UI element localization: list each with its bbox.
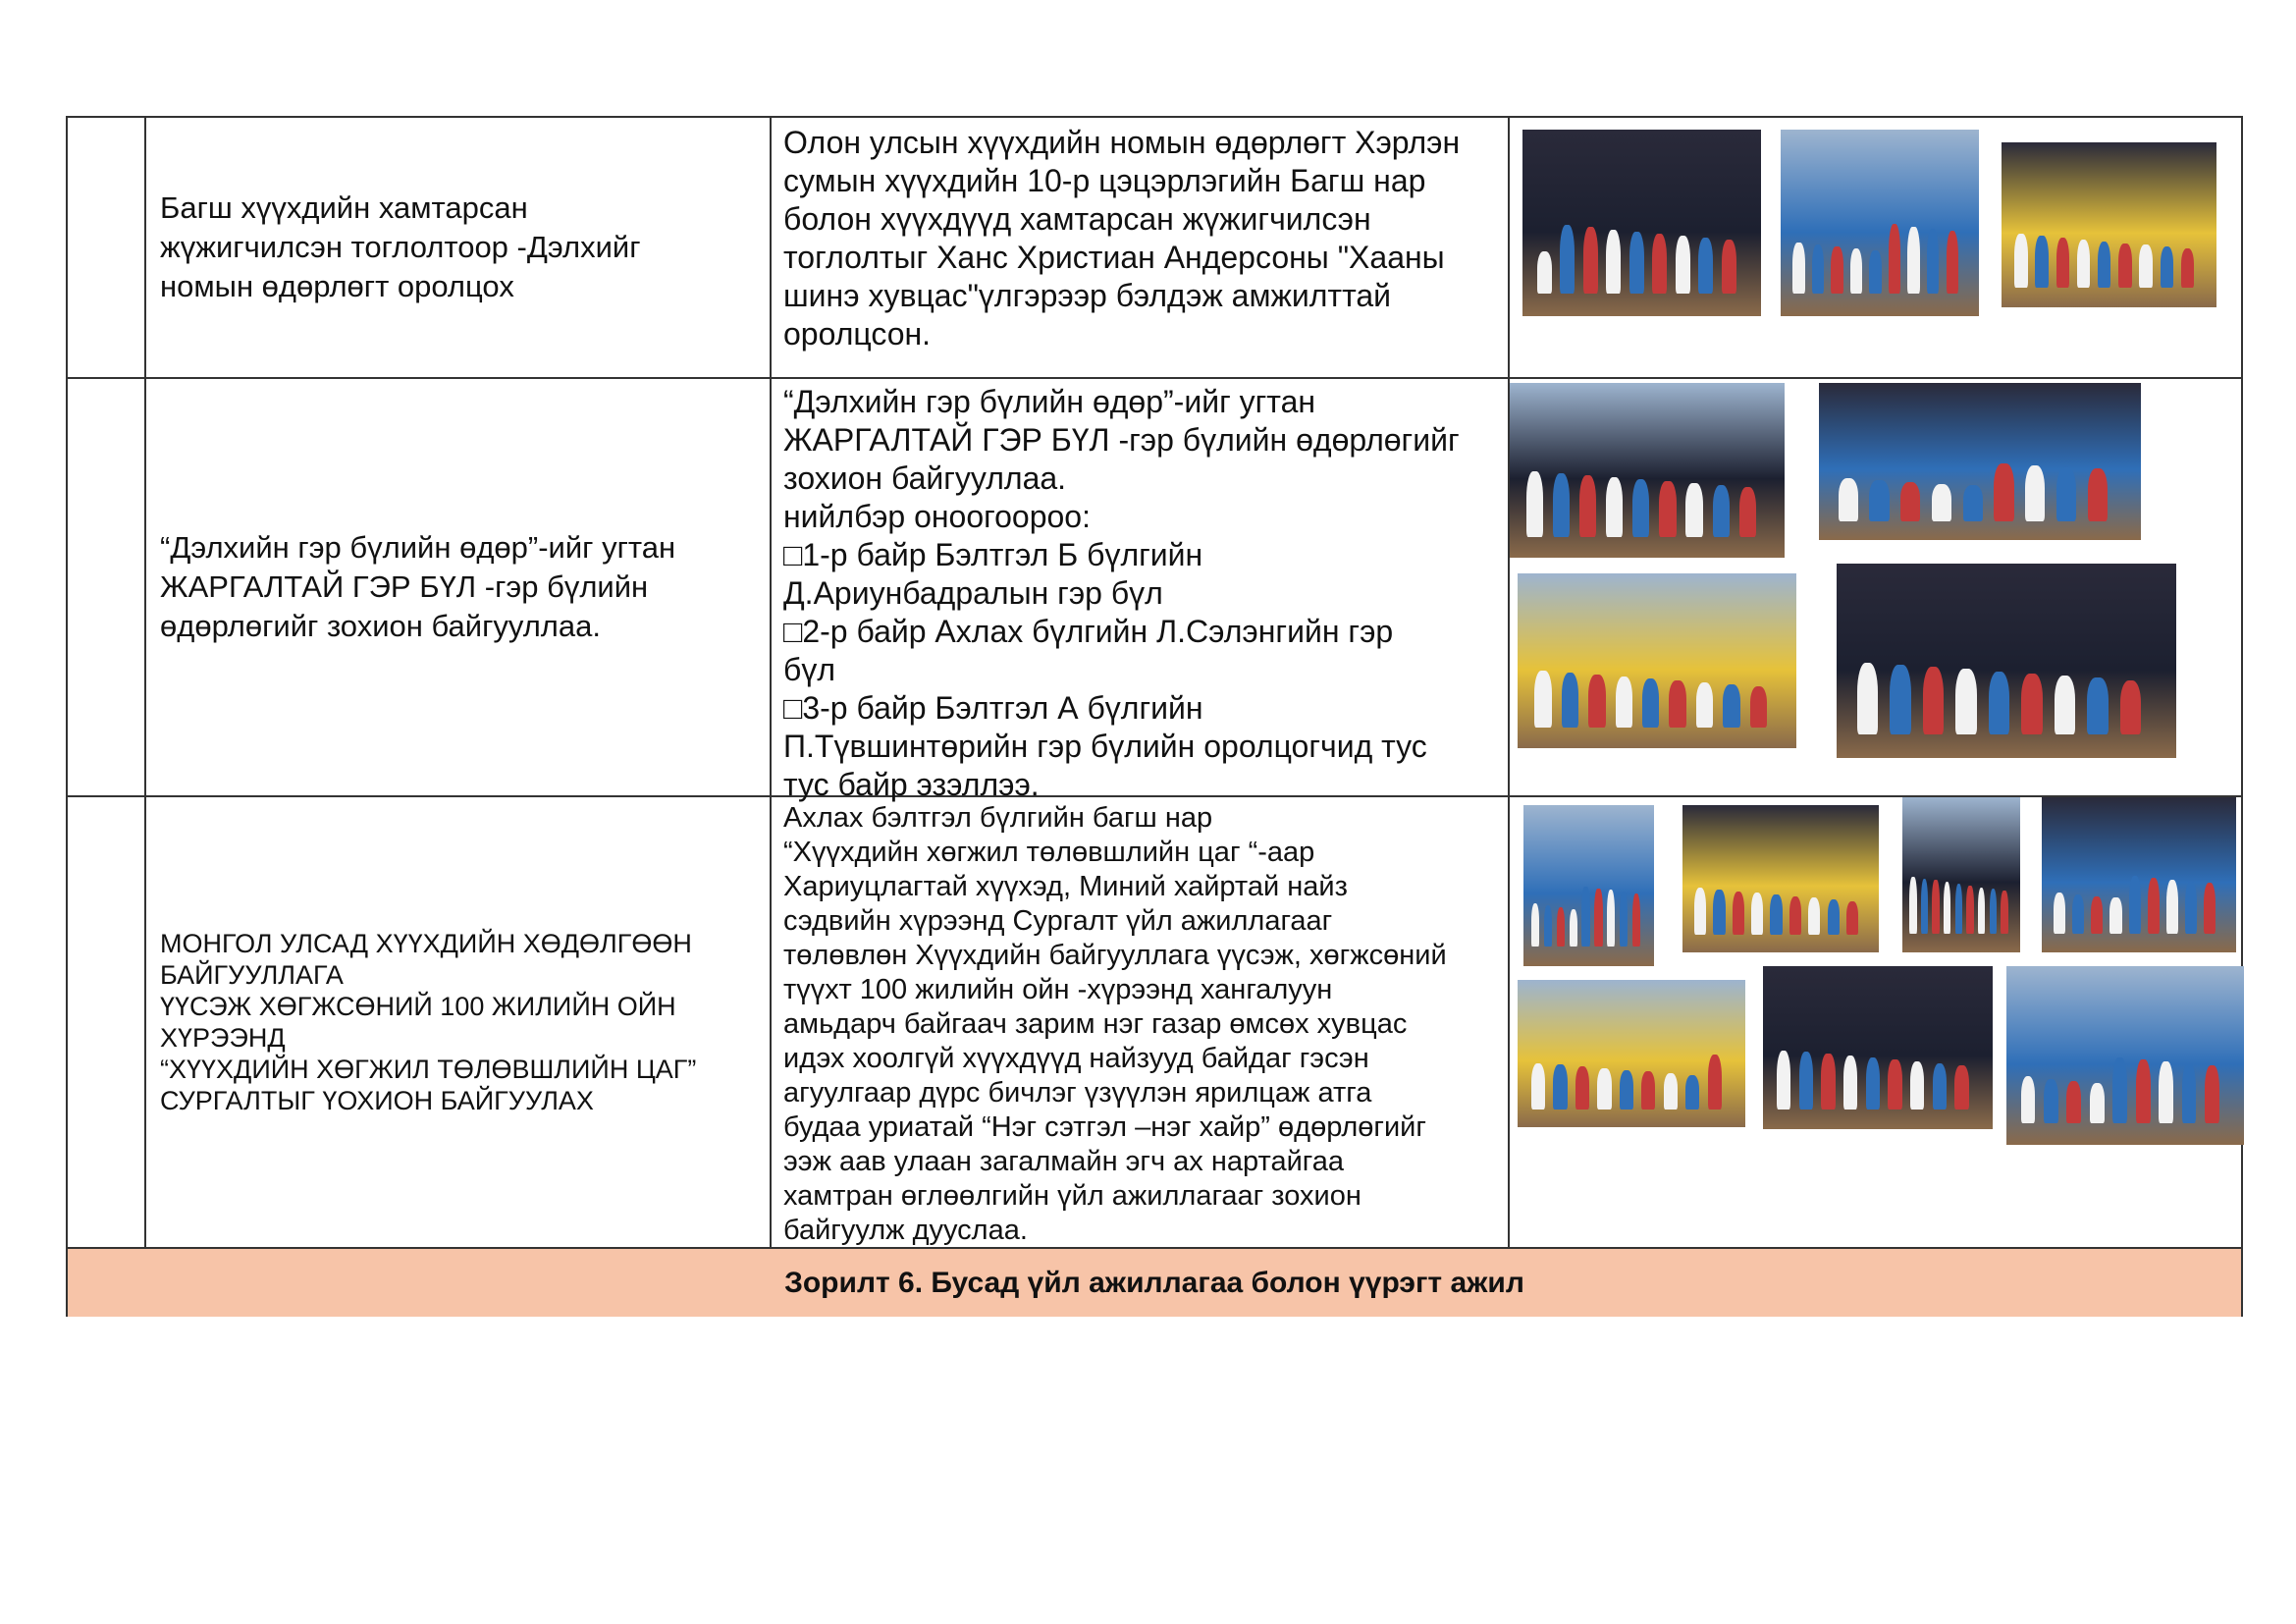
- person-figure: [2014, 234, 2027, 288]
- people-group: [1792, 223, 1967, 294]
- person-figure: [1857, 663, 1878, 735]
- person-figure: [1989, 672, 2009, 735]
- person-figure: [1733, 892, 1744, 935]
- people-group: [2021, 1056, 2230, 1123]
- report-table: [66, 116, 2243, 1317]
- person-figure: [1789, 896, 1801, 935]
- person-figure: [2098, 242, 2110, 288]
- person-figure: [2055, 676, 2075, 734]
- person-figure: [1632, 479, 1649, 537]
- person-figure: [1575, 1066, 1589, 1110]
- person-figure: [1553, 1064, 1567, 1110]
- person-figure: [1570, 909, 1577, 947]
- activity-text: “Дэлхийн гэр бүлийн өдөр”-ийг угтан ЖАРГАЛТАЙ ГЭР БҮЛ -гэр бүлийн өдөрлөгийг зохион байгууллаа.: [160, 530, 676, 643]
- person-figure: [1560, 225, 1575, 294]
- person-figure: [2185, 882, 2197, 934]
- person-figure: [1900, 482, 1920, 521]
- person-figure: [2088, 468, 2108, 521]
- person-figure: [2077, 240, 2090, 288]
- photo-cell: [1510, 797, 2243, 1247]
- person-figure: [2112, 1057, 2127, 1123]
- person-figure: [1821, 1054, 1835, 1110]
- person-figure: [1846, 901, 1858, 935]
- person-figure: [1955, 884, 1962, 934]
- person-figure: [2072, 894, 2084, 934]
- person-figure: [1933, 1063, 1947, 1110]
- person-figure: [2148, 878, 2160, 934]
- person-figure: [1685, 1075, 1699, 1110]
- person-figure: [1583, 227, 1598, 294]
- person-figure: [1889, 224, 1900, 294]
- event-photo: [1522, 130, 1761, 316]
- event-photo: [2006, 966, 2244, 1145]
- people-group: [1857, 661, 2157, 734]
- person-figure: [1579, 475, 1596, 537]
- person-figure: [1708, 1055, 1722, 1110]
- section-heading: [68, 1249, 2241, 1317]
- people-group: [1694, 879, 1867, 935]
- person-figure: [2129, 876, 2141, 934]
- person-figure: [1629, 232, 1644, 295]
- people-group: [1531, 1054, 1732, 1110]
- activity-text: МОНГОЛ УЛСАД ХҮҮХДИЙН ХӨДӨЛГӨӨН БАЙГУУЛЛАГА ҮҮСЭЖ ХӨГЖСӨНИЙ 100 ЖИЛИЙН ОЙН ХҮРЭЭНД “ХҮҮХДИЙН ХӨГЖИЛ ТӨЛӨВШЛИЙН ЦАГ” СУРГАЛТЫГ ҮОХИОН БАЙГУУЛАХ: [160, 929, 697, 1115]
- bullet-box-icon: □: [783, 614, 803, 649]
- person-figure: [1751, 893, 1763, 935]
- person-figure: [2161, 246, 2173, 287]
- people-group: [1534, 661, 1780, 728]
- person-figure: [1553, 473, 1570, 537]
- person-figure: [1607, 890, 1615, 947]
- person-figure: [1921, 879, 1928, 934]
- person-figure: [1713, 485, 1730, 537]
- person-figure: [2118, 244, 2131, 288]
- person-figure: [1597, 1068, 1611, 1110]
- person-figure: [1581, 887, 1589, 947]
- event-photo: [1518, 573, 1796, 748]
- person-figure: [2182, 1063, 2197, 1123]
- activity-cell: [146, 379, 770, 795]
- person-figure: [1799, 1052, 1813, 1110]
- person-figure: [1698, 238, 1713, 294]
- people-group: [1531, 886, 1646, 947]
- person-figure: [1526, 471, 1543, 537]
- people-group: [1526, 470, 1768, 537]
- person-figure: [2066, 1081, 2081, 1124]
- people-group: [1909, 875, 2013, 934]
- person-figure: [1947, 231, 1958, 294]
- person-figure: [1713, 890, 1725, 935]
- person-figure: [2056, 238, 2069, 288]
- person-figure: [1831, 246, 1842, 294]
- event-photo: [1781, 130, 1979, 316]
- bullet-box-icon: □: [783, 690, 803, 726]
- person-figure: [1978, 888, 1985, 934]
- person-figure: [1544, 905, 1552, 947]
- person-figure: [1652, 234, 1667, 294]
- person-figure: [1642, 678, 1659, 727]
- person-figure: [1641, 1071, 1655, 1110]
- person-figure: [1562, 673, 1578, 727]
- person-figure: [1632, 893, 1640, 947]
- section-heading-text: Зорилт 6. Бусад үйл ажиллагаа болон үүрэгт ажил: [784, 1266, 1524, 1299]
- person-figure: [1739, 487, 1756, 537]
- person-figure: [1534, 671, 1551, 727]
- person-figure: [2054, 893, 2065, 934]
- person-figure: [2166, 880, 2178, 934]
- people-group: [2054, 875, 2224, 934]
- activity-text: Багш хүүхдийн хамтарсан жүжигчилсэн тоглолтоор -Дэлхийг номын өдөрлөгт оролцох: [160, 190, 641, 303]
- person-figure: [2204, 883, 2216, 934]
- person-figure: [1606, 477, 1623, 537]
- person-figure: [1808, 897, 1820, 935]
- person-figure: [1994, 463, 2013, 521]
- person-figure: [2159, 1061, 2173, 1123]
- event-photo: [1523, 805, 1654, 966]
- person-figure: [2087, 677, 2108, 734]
- event-photo: [1819, 383, 2141, 540]
- person-figure: [1664, 1073, 1678, 1110]
- person-figure: [1594, 889, 1602, 947]
- person-figure: [1932, 880, 1939, 934]
- person-figure: [1944, 882, 1950, 934]
- person-figure: [1659, 481, 1676, 537]
- person-figure: [2025, 465, 2045, 521]
- person-figure: [1866, 1057, 1880, 1110]
- person-figure: [1531, 903, 1539, 947]
- person-figure: [1722, 240, 1736, 294]
- person-figure: [2021, 1076, 2036, 1123]
- person-figure: [2109, 897, 2121, 934]
- person-figure: [2044, 1079, 2058, 1124]
- event-photo: [1682, 805, 1879, 952]
- person-figure: [1955, 669, 1976, 734]
- person-figure: [1723, 684, 1739, 727]
- person-figure: [2001, 891, 2007, 934]
- person-figure: [2035, 236, 2048, 288]
- people-group: [2014, 225, 2204, 288]
- person-figure: [1696, 682, 1713, 727]
- person-figure: [1828, 899, 1840, 935]
- activity-cell: [146, 797, 770, 1247]
- person-figure: [1777, 1051, 1790, 1110]
- people-group: [1839, 461, 2122, 521]
- person-figure: [1923, 667, 1944, 734]
- person-figure: [1990, 889, 1997, 934]
- person-figure: [1839, 478, 1858, 521]
- person-figure: [1909, 877, 1916, 934]
- event-photo: [1837, 564, 2176, 758]
- person-figure: [1907, 227, 1919, 295]
- person-figure: [1669, 680, 1685, 727]
- person-figure: [1792, 243, 1804, 295]
- person-figure: [1850, 248, 1862, 294]
- result-cell: “Дэлхийн гэр бүлийн өдөр”-ийг угтан ЖАРГАЛТАЙ ГЭР БҮЛ -гэр бүлийн өдөрлөгийг зохион байгууллаа. нийлбэр оноогоороо: □1-р байр Бэлтгэл Б бүлгийн Д.Ариунбадралын гэр бүл □2-р байр Ахлах бүлгийн Л.Сэлэнгийн гэр бүл □3-р байр Бэлтгэл А бүлгийн П.Түвшинтөрийн гэр бүлийн оролцогчид тус тус байр эзэллээ.: [783, 384, 1460, 802]
- person-figure: [1694, 888, 1706, 935]
- person-figure: [1869, 480, 1889, 521]
- person-figure: [2205, 1065, 2219, 1123]
- person-figure: [1685, 483, 1702, 537]
- person-figure: [1954, 1065, 1968, 1110]
- people-group: [1777, 1048, 1979, 1110]
- result-cell: Олон улсын хүүхдийн номын өдөрлөгт Хэрлэн сумын хүүхдийн 10-р цэцэрлэгийн Багш нар болон хүүхдүүд хамтарсан жүжигчилсэн тоглолтыг Ханс Христиан Андерсоны "Хааны шинэ хувцас"үлгэрээр бэлдэж амжилттай оролцсон.: [783, 125, 1461, 352]
- person-figure: [2181, 248, 2194, 288]
- person-figure: [1606, 230, 1621, 295]
- people-group: [1537, 223, 1747, 294]
- person-figure: [1869, 250, 1881, 294]
- event-photo: [2002, 142, 2216, 307]
- event-photo: [1518, 980, 1745, 1127]
- bullet-box-icon: □: [783, 537, 803, 572]
- event-photo: [1902, 797, 2020, 952]
- person-figure: [1932, 484, 1951, 521]
- person-figure: [1888, 1059, 1901, 1110]
- activity-cell: [146, 118, 770, 377]
- person-figure: [1616, 677, 1632, 727]
- person-figure: [1927, 229, 1939, 294]
- person-figure: [2120, 680, 2141, 735]
- event-photo: [1510, 383, 1785, 558]
- person-figure: [1588, 675, 1605, 727]
- result-cell: Ахлах бэлтгэл бүлгийн багш нар “Хүүхдийн хөгжил төлөвшлийн цаг “-аар Хариуцлагтай хүүхэд, Миний хайртай найз сэдвийн хүрээнд Сургалт үйл ажиллагааг төлөвлөн Хүүхдийн байгууллага үүсэж, хөгжсөний түүхт 100 жилийн ойн -хүрээнд хангалуун амьдарч байгаач зарим нэг газар өмсөх хувцас идэх хоолгүй хүүхдүүд найзууд байдаг гэсэн агуулгаар дүрс бичлэг үзүүлэн ярилцаж атга будаа уриатай “Нэг сэтгэл –нэг хайр” өдөрлөгийг ээж аав улаан загалмайн эгч ах нартайгаа хамтран өглөөлгийн үйл ажиллагааг зохион байгуулж дууслаа.: [783, 802, 1447, 1246]
- person-figure: [1537, 251, 1552, 294]
- event-photo: [2042, 797, 2236, 952]
- person-figure: [2091, 896, 2103, 934]
- person-figure: [1557, 907, 1565, 947]
- person-figure: [2139, 244, 2152, 287]
- photo-cell: [1510, 118, 2243, 377]
- person-figure: [1531, 1063, 1545, 1110]
- person-figure: [2136, 1059, 2151, 1123]
- person-figure: [2021, 674, 2042, 734]
- person-figure: [1966, 886, 1973, 934]
- person-figure: [2090, 1083, 2105, 1123]
- event-photo: [1763, 966, 1993, 1129]
- person-figure: [1620, 892, 1628, 947]
- person-figure: [2056, 467, 2076, 521]
- person-figure: [1812, 244, 1824, 295]
- person-figure: [1676, 236, 1690, 294]
- person-figure: [1750, 686, 1767, 727]
- person-figure: [1963, 485, 1983, 520]
- person-figure: [1890, 665, 1910, 734]
- person-figure: [1770, 894, 1782, 935]
- person-figure: [1620, 1070, 1633, 1110]
- photo-cell: [1510, 379, 2243, 795]
- person-figure: [1843, 1056, 1857, 1110]
- person-figure: [1910, 1061, 1924, 1110]
